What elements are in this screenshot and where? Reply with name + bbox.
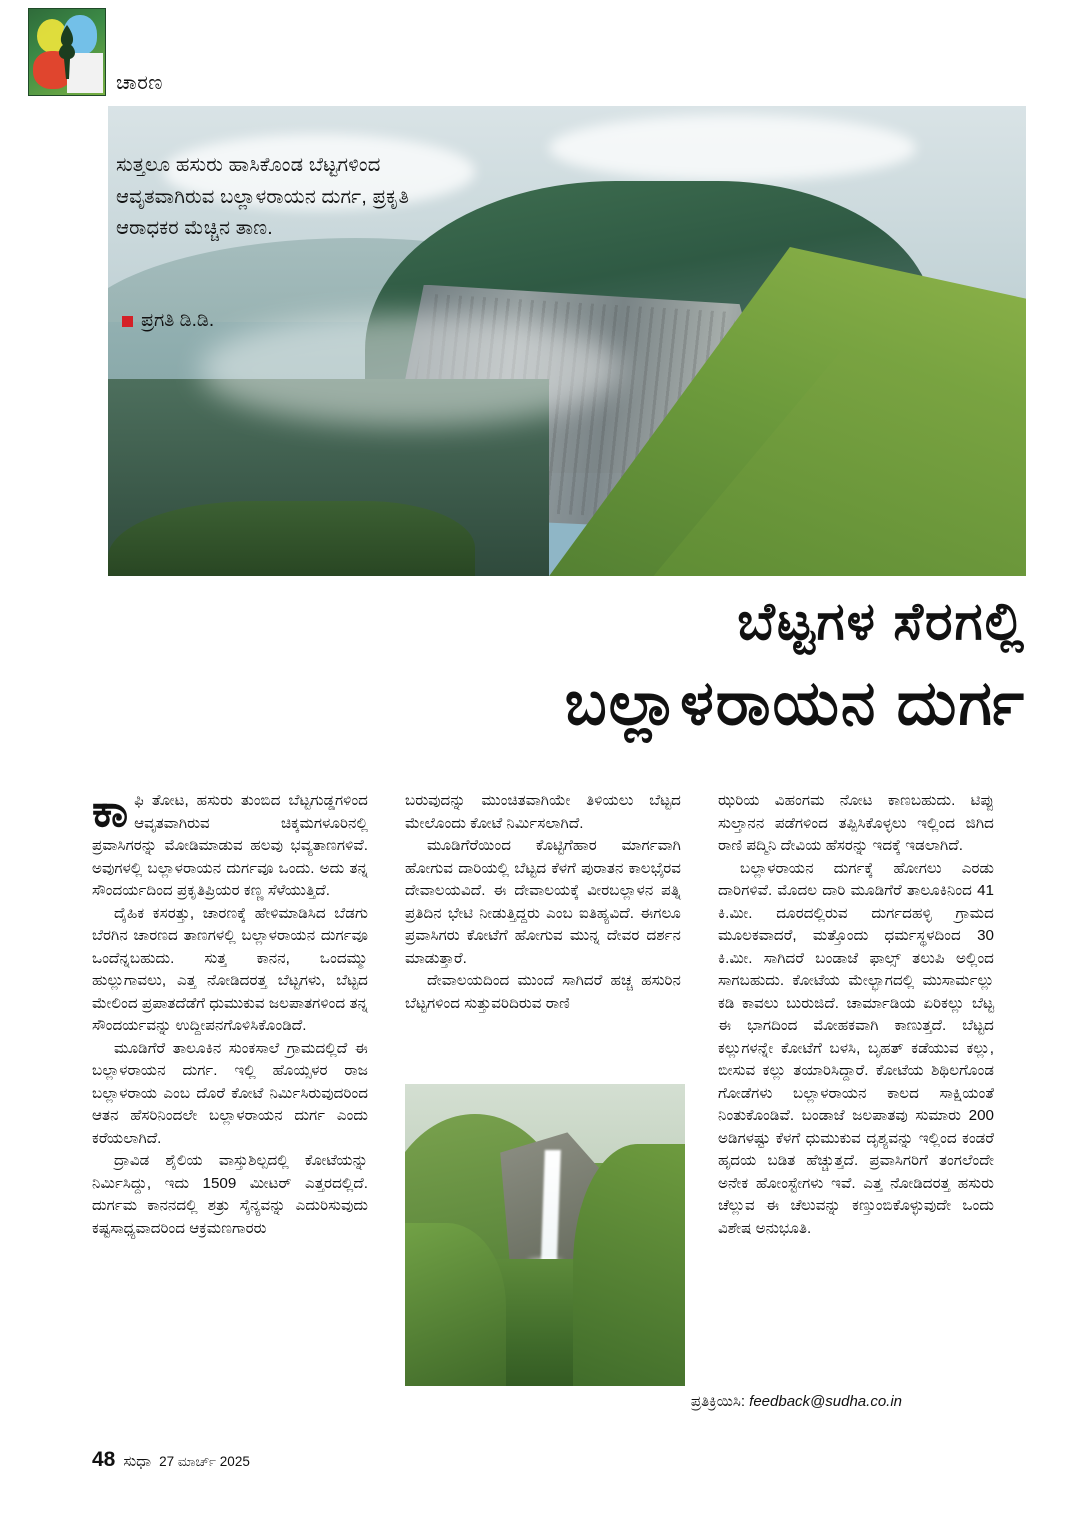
feedback-line — [626, 1393, 902, 1410]
body-column-3 — [718, 790, 994, 1240]
magazine-logo — [28, 8, 106, 96]
feedback-prefix: ಪ್ರತಿಕ್ರಿಯಿಸಿ: — [690, 1393, 745, 1410]
paragraph-text: ಫಿ ತೋಟ, ಹಸುರು ತುಂಬಿದ ಬೆಟ್ಟಗುಡ್ಡಗಳಿಂದ ಆವೃತವಾಗಿರುವ ಚಿಕ್ಕಮಗಳೂರಿನಲ್ಲಿ ಪ್ರವಾಸಿಗರನ್ನು ಮೋಡಿಮಾಡುವ ಹಲವು ಭವ್ಯತಾಣಗಳಿವೆ. ಅವುಗಳಲ್ಲಿ ಬಲ್ಲಾಳರಾಯನ ದುರ್ಗವೂ ಒಂದು. ಅದು ತನ್ನ ಸೌಂದರ್ಯದಿಂದ ಪ್ರಕೃತಿಪ್ರಿಯರ ಕಣ್ಣ ಸೆಳೆಯುತ್ತಿದೆ. — [92, 792, 368, 899]
footer-date: 27 ಮಾರ್ಚ್ 2025 — [159, 1454, 250, 1469]
standfirst-text: ಸುತ್ತಲೂ ಹಸುರು ಹಾಸಿಕೊಂಡ ಬೆಟ್ಟಗಳಿಂದ ಆವೃತವಾಗಿರುವ ಬಲ್ಲಾಳರಾಯನ ದುರ್ಗ, ಪ್ರಕೃತಿ ಆರಾಧಕರ ಮೆಚ್ಚಿನ ತಾಣ. — [116, 154, 410, 240]
waterfall-photo-bandaje-falls — [405, 1084, 685, 1386]
feedback-email[interactable]: feedback@sudha.co.in — [749, 1393, 902, 1410]
paragraph: ಬರುವುದನ್ನು ಮುಂಚಿತವಾಗಿಯೇ ತಿಳಿಯಲು ಬೆಟ್ಟದ ಮೇಲೊಂದು ಕೋಟೆ ನಿರ್ಮಿಸಲಾಗಿದೆ. — [405, 792, 681, 832]
bullet-square-icon — [122, 316, 133, 327]
paragraph: ಮೂಡಿಗೆರೆಯಿಂದ ಕೊಟ್ಟಿಗೆಹಾರ ಮಾರ್ಗವಾಗಿ ಹೋಗುವ ದಾರಿಯಲ್ಲಿ ಬೆಟ್ಟದ ಕೆಳಗೆ ಪುರಾತನ ಕಾಲಭೈರವ ದೇವಾಲಯವಿದೆ. ಈ ದೇವಾಲಯಕ್ಕೆ ವೀರಬಲ್ಲಾಳನ ಪತ್ನಿ ಪ್ರತಿದಿನ ಭೇಟಿ ನೀಡುತ್ತಿದ್ದರು ಎಂಬ ಐತಿಹ್ಯವಿದೆ. ಈಗಲೂ ಪ್ರವಾಸಿಗರು ಕೋಟೆಗೆ ಹೋಗುವ ಮುನ್ನ ದೇವರ ದರ್ಶನ ಮಾಡುತ್ತಾರೆ. — [405, 837, 681, 967]
paragraph: ದ್ರಾವಿಡ ಶೈಲಿಯ ವಾಸ್ತುಶಿಲ್ಪದಲ್ಲಿ ಕೋಟೆಯನ್ನು ನಿರ್ಮಿಸಿದ್ದು, ಇದು 1509 ಮೀಟರ್ ಎತ್ತರದಲ್ಲಿದೆ. ದುರ್ಗಮ ಕಾನನದಲ್ಲಿ ಶತ್ರು ಸೈನ್ಯವನ್ನು ಎದುರಿಸುವುದು ಕಷ್ಟಸಾಧ್ಯವಾದರಿಂದ ಆಕ್ರಮಣಗಾರರು — [92, 1152, 368, 1237]
hero-cloud — [549, 115, 916, 181]
hero-mist — [200, 313, 622, 426]
headline-line-2: ಬಲ್ಲಾಳರಾಯನ ದುರ್ಗ — [564, 669, 1026, 738]
page-footer — [92, 1448, 250, 1472]
footer-masthead: ಸುಧಾ — [123, 1453, 152, 1470]
paragraph — [92, 785, 368, 903]
category-label: ಚಾರಣ — [116, 72, 163, 94]
paragraph: ದೇವಾಲಯದಿಂದ ಮುಂದೆ ಸಾಗಿದರೆ ಹಚ್ಚ ಹಸುರಿನ ಬೆಟ್ಟಗಳಿಂದ ಸುತ್ತುವರಿದಿರುವ ರಾಣಿ — [405, 972, 681, 1012]
paragraph: ಝರಿಯ ವಿಹಂಗಮ ನೋಟ ಕಾಣಬಹುದು. ಟಿಪ್ಪು ಸುಲ್ತಾನನ ಪಡೆಗಳಿಂದ ತಪ್ಪಿಸಿಕೊಳ್ಳಲು ಇಲ್ಲಿಂದ ಜಿಗಿದ ರಾಣಿ ಪದ್ಮಿನಿ ದೇವಿಯ ಹೆಸರನ್ನು ಇದಕ್ಕೆ ಇಡಲಾಗಿದೆ. — [718, 792, 994, 854]
paragraph: ಮೂಡಿಗೆರೆ ತಾಲೂಕಿನ ಸುಂಕಸಾಲೆ ಗ್ರಾಮದಲ್ಲಿದೆ ಈ ಬಲ್ಲಾಳರಾಯನ ದುರ್ಗ. ಇಲ್ಲಿ ಹೊಯ್ಸಳರ ರಾಜ ಬಲ್ಲಾಳರಾಯ ಎಂಬ ದೊರೆ ಕೋಟೆ ನಿರ್ಮಿಸಿರುವುದರಿಂದ ಆತನ ಹೆಸರಿನಿಂದಲೇ ಬಲ್ಲಾಳರಾಯನ ದುರ್ಗ ಎಂದು ಕರೆಯಲಾಗಿದೆ. — [92, 1039, 368, 1147]
body-column-1 — [92, 785, 368, 1240]
tree-logo-icon — [53, 23, 81, 81]
byline — [122, 310, 214, 332]
byline-author: ಪ್ರಗತಿ ಡಿ.ಡಿ. — [141, 310, 215, 331]
paragraph: ಬಲ್ಲಾಳರಾಯನ ದುರ್ಗಕ್ಕೆ ಹೋಗಲು ಎರಡು ದಾರಿಗಳಿವೆ. ಮೊದಲ ದಾರಿ ಮೂಡಿಗೆರೆ ತಾಲೂಕಿನಿಂದ 41 ಕಿ.ಮೀ. ದೂರದಲ್ಲಿರುವ ದುರ್ಗದಹಳ್ಳಿ ಗ್ರಾಮದ ಮೂಲಕವಾದರೆ, ಮತ್ತೊಂದು ಧರ್ಮಸ್ಥಳದಿಂದ 30 ಕಿ.ಮೀ. ಸಾಗಿದರೆ ಬಂಡಾಜೆ ಫಾಲ್ಸ್ ತಲುಪಿ ಅಲ್ಲಿಂದ ಸಾಗಬಹುದು. ಕೋಟೆಯ ಮೇಲ್ಭಾಗದಲ್ಲಿ ಮುಸಾರ್ಮಲ್ಲು ಕಡಿ ಕಾವಲು ಬುರುಜಿದೆ. ಚಾರ್ಮಾಡಿಯ ಏರಿಕಲ್ಲು ಬೆಟ್ಟ ಈ ಭಾಗದಿಂದ ಮೋಹಕವಾಗಿ ಕಾಣುತ್ತದೆ. ಬೆಟ್ಟದ ಕಲ್ಲುಗಳನ್ನೇ ಕೋಟೆಗೆ ಬಳಸಿ, ಬೃಹತ್ ಕಡೆಯುವ ಕಲ್ಲು, ಬೀಸುವ ಕಲ್ಲು ತಯಾರಿಸಿದ್ದಾರೆ. ಕೋಟೆಯ ಶಿಥಿಲಗೊಂಡ ಗೋಡೆಗಳು ಬಲ್ಲಾಳರಾಯನ ಕಾಲದ ಸಾಕ್ಷಿಯಂತೆ ನಿಂತುಕೊಂಡಿವೆ. ಬಂಡಾಜೆ ಜಲಪಾತವು ಸುಮಾರು 200 ಅಡಿಗಳಷ್ಟು ಕೆಳಗೆ ಧುಮುಕುವ ದೃಶ್ಯವನ್ನು ಇಲ್ಲಿಂದ ಕಂಡರೆ ಹೃದಯ ಬಡಿತ ಹೆಚ್ಚುತ್ತದೆ. ಪ್ರವಾಸಿಗರಿಗೆ ತಂಗಲೆಂದೇ ಅನೇಕ ಹೋಂಸ್ಟೇಗಳು ಇವೆ. ಎತ್ತ ನೋಡಿದರತ್ತ ಹಸುರು ಚೆಲ್ಲುವ ಈ ಚೆಲುವನ್ನು ಕಣ್ತುಂಬಿಕೊಳ್ಳುವುದೇ ಒಂದು ವಿಶೇಷ ಅನುಭೂತಿ. — [718, 859, 994, 1237]
drop-cap: ಕಾ — [92, 785, 129, 836]
page-number: 48 — [92, 1448, 116, 1471]
paragraph: ದೈಹಿಕ ಕಸರತ್ತು, ಚಾರಣಕ್ಕೆ ಹೇಳಿಮಾಡಿಸಿದ ಬೆಡಗು ಬೆರಗಿನ ಚಾರಣದ ತಾಣಗಳಲ್ಲಿ ಬಲ್ಲಾಳರಾಯನ ದುರ್ಗವೂ ಒಂದೆನ್ನಬಹುದು. ಸುತ್ತ ಕಾನನ, ಒಂದಮ್ಮು ಹುಲ್ಲುಗಾವಲು, ಎತ್ತ ನೋಡಿದರತ್ತ ಬೆಟ್ಟಗಳು, ಬೆಟ್ಟದ ಮೇಲಿಂದ ಪ್ರಪಾತದೆಡೆಗೆ ಧುಮುಕುವ ಜಲಪಾತಗಳಿಂದ ತನ್ನ ಸೌಂದರ್ಯವನ್ನು ಉದ್ದೀಪನಗೊಳಿಸಿಕೊಂಡಿದೆ. — [92, 904, 368, 1034]
headline-line-1: ಬೆಟ್ಟಗಳ ಸೆರಗಲ್ಲಿ — [737, 593, 1026, 651]
body-column-2 — [405, 790, 681, 1015]
